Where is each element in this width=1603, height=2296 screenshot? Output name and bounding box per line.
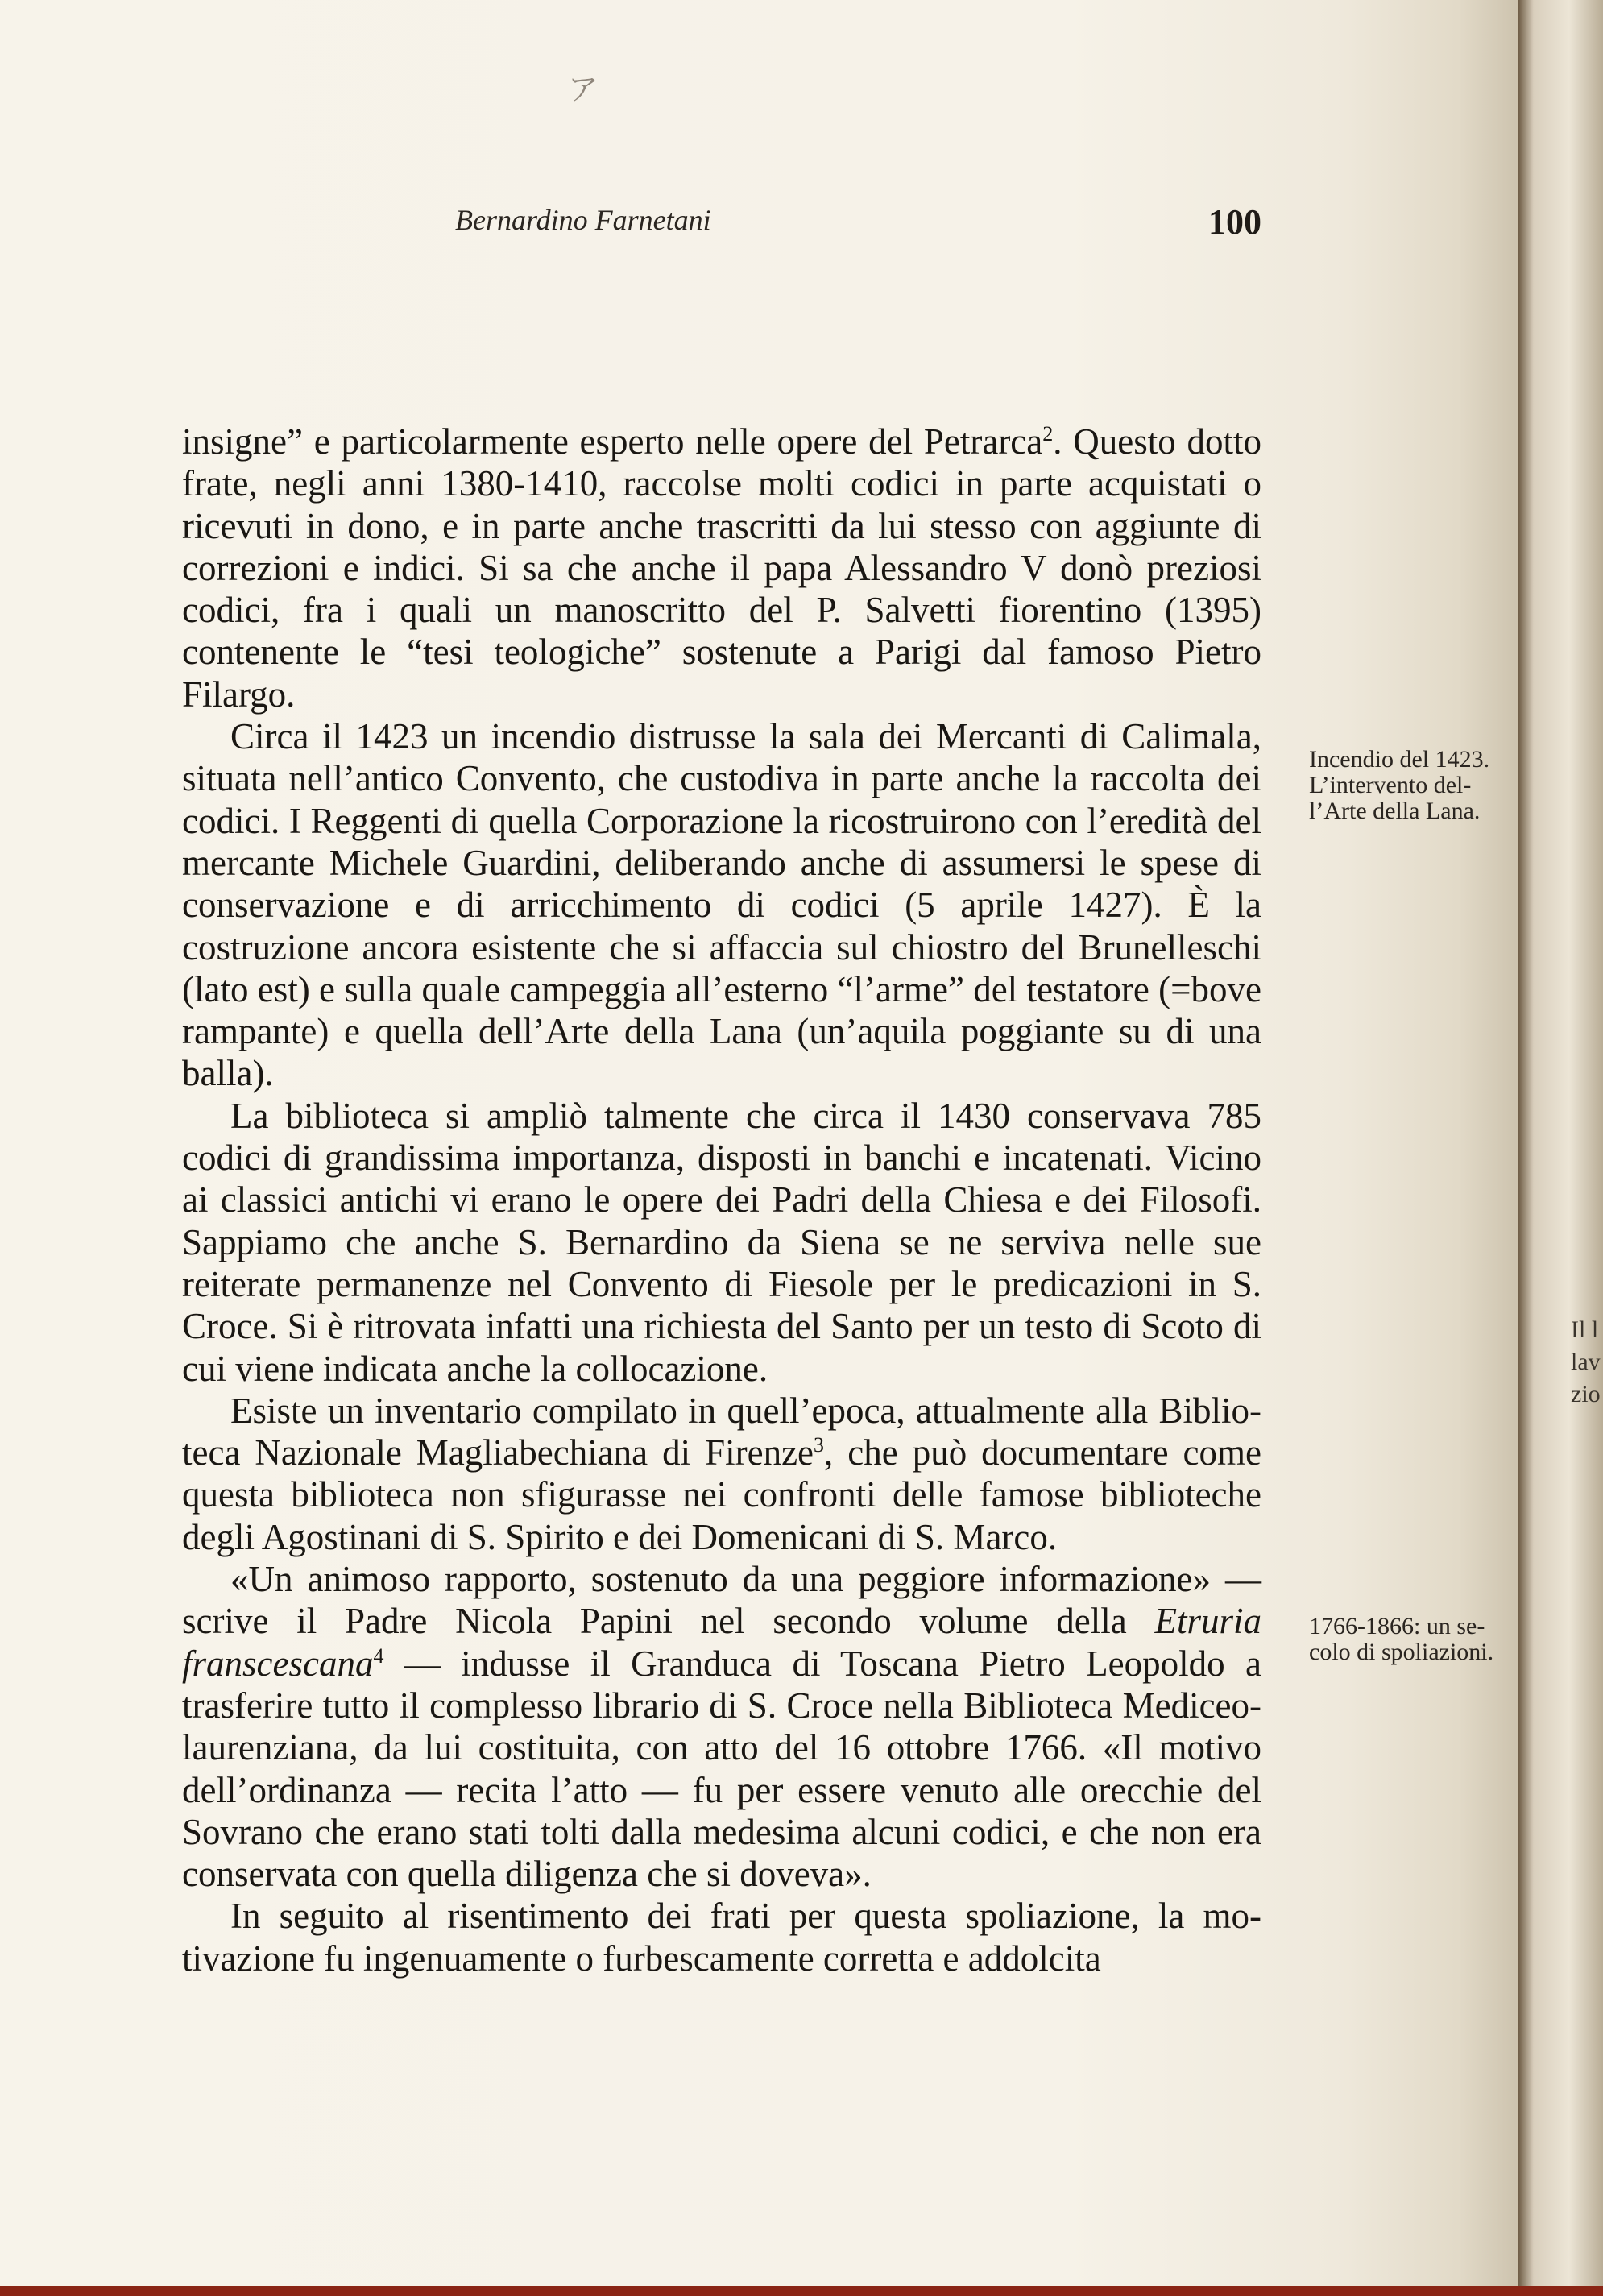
paragraph: insigne” e particolarmente esperto nelle opere del Petrarca$^2$. Questo dotto frate, negli anni 1380-1410, raccolse molti codici in parte acquistati o ricevuti in dono, e in parte anche trascritti da lui stesso con aggiunte di correzioni e indici. Si sa che anche il papa Alessandro V donò preziosi codici, fra i quali un manoscritto del P. Salvetti fiorentino (1395) contenente le “tesi teologiche” sostenute a Parigi dal famoso Pietro Filargo. xyxy=(182,421,1261,715)
stray-pencil-mark: ア xyxy=(568,73,599,107)
book-title: Etruria franscescana xyxy=(182,1601,1261,1684)
paragraph: Circa il 1423 un incendio distrusse la sala dei Mercanti di Calimala, situata nell’antico Convento, che custodiva in parte anche la raccolta dei codici. I Reggenti di quella Corporazione la ricostruirono con l’eredità del mercante Michele Guardini, deliberando anche di assumersi le spese di conservazione e di arricchimento di codici (5 aprile 1427). È la costruzione ancora esistente che si affaccia sul chiostro del Brunelleschi (lato est) e sulla quale campeggia all’esterno “l’arme” del testatore (=bove rampante) e quella dell’Arte della Lana (un’aquila poggiante su di una balla). xyxy=(182,716,1261,1094)
main-text xyxy=(182,421,1261,1979)
running-head xyxy=(0,201,1518,250)
book-cover-edge xyxy=(0,2286,1603,2296)
next-page-fragment: zio xyxy=(1571,1381,1601,1407)
paragraph: Esiste un inventario compilato in quell’epoca, attualmente alla Biblioteca Nazionale Magliabechiana di Firenze$^3$, che può documentare come questa biblioteca non sfigurasse nei confronti delle famose biblioteche degli Agostinani di S. Spirito e dei Domenicani di S. Marco. xyxy=(182,1390,1261,1557)
running-title: Bernardino Farnetani xyxy=(455,204,711,236)
footnote-ref: 4 xyxy=(373,1643,384,1668)
margin-note: 1766-1866: un secolo di spoliazioni. xyxy=(1309,1613,1494,1665)
footnote-ref: 3 xyxy=(814,1433,825,1457)
paragraph: «Un animoso rapporto, sostenuto da una peggiore informazione» — scrive il Padre Nicola Papini nel secondo volume della Etruria franscescana$^4$ — indusse il Granduca di Toscana Pietro Leopoldo a trasferire tutto il complesso librario di S. Croce nella Biblioteca Mediceo-laurenziana, da lui costituita, con atto del 16 ottobre 1766. «Il motivo dell’ordinanza — recita l’atto — fu per essere venuto alle orecchie del Sovrano che erano stati tolti dalla medesima alcuni codici, e che non era conservata con quella diligenza che si doveva». xyxy=(182,1559,1261,1895)
next-page-fragment: lav xyxy=(1571,1349,1601,1375)
margin-note: Incendio del 1423. L’intervento dell’Arte della Lana. xyxy=(1309,746,1490,824)
paragraph: In seguito al risentimento dei frati per questa spoliazione, la motivazione fu ingenuamente o furbescamente corretta e addolcita xyxy=(182,1896,1261,1979)
footnote-ref: 2 xyxy=(1042,422,1054,446)
next-page-fragment: Il l xyxy=(1571,1316,1599,1343)
page-number: 100 xyxy=(1208,202,1261,242)
next-page-edge xyxy=(1518,0,1603,2286)
paragraph: La biblioteca si ampliò talmente che circa il 1430 conservava 785 codici di grandissima importanza, disposti in banchi e incatenati. Vicino ai classici antichi vi erano le opere dei Padri della Chiesa e dei Filosofi. Sappiamo che anche S. Bernardino da Siena se ne serviva nelle sue reiterate permanenze nel Convento di Fiesole per le predicazioni in S. Croce. Si è ritrovata infatti una richiesta del Santo per un testo di Scoto di cui viene indicata anche la collocazione. xyxy=(182,1095,1261,1389)
